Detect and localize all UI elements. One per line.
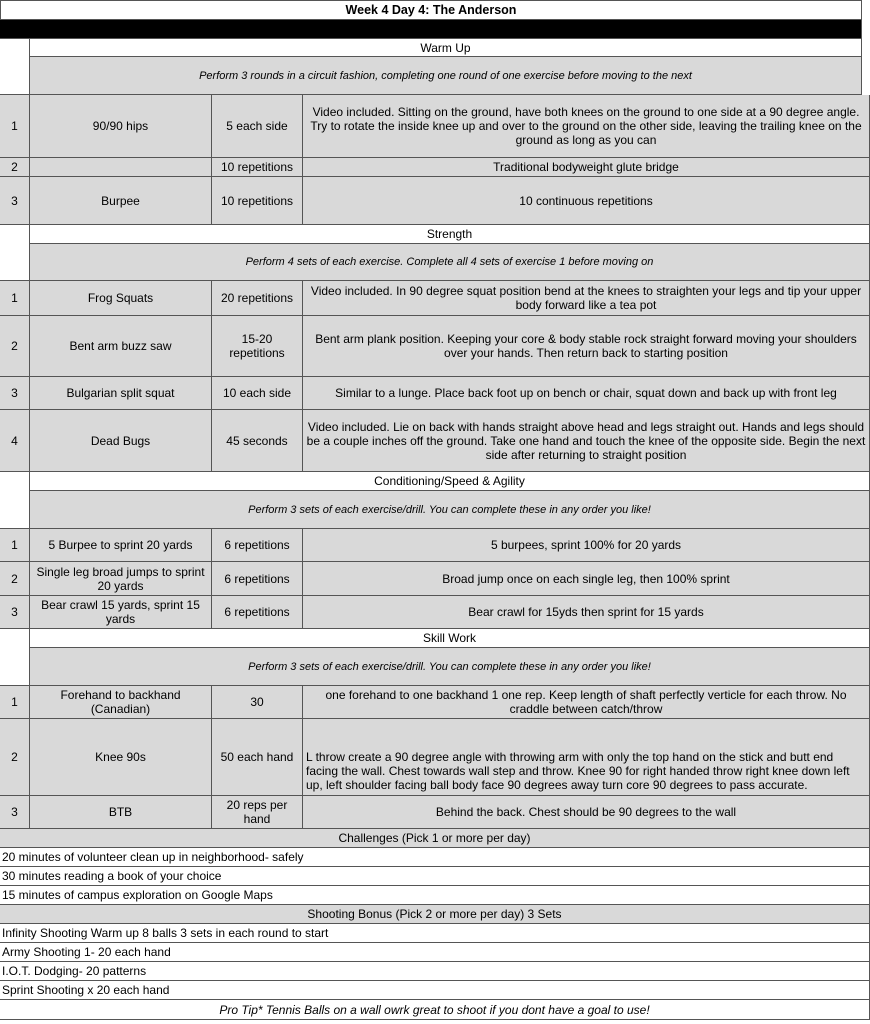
blank-cell[interactable] — [0, 648, 30, 686]
exercise-name[interactable]: BTB — [30, 796, 212, 829]
exercise-name[interactable]: Dead Bugs — [30, 410, 212, 472]
table-row — [0, 719, 870, 796]
challenge-item[interactable]: 20 minutes of volunteer clean up in neighborhood- safely — [0, 848, 870, 867]
table-row — [0, 316, 870, 377]
exercise-description[interactable]: 10 continuous repetitions — [303, 177, 870, 225]
blank-cell[interactable] — [0, 472, 30, 491]
section-instruction-strength[interactable]: Perform 4 sets of each exercise. Complete all 4 sets of exercise 1 before moving on — [30, 244, 870, 281]
exercise-number[interactable]: 2 — [0, 719, 30, 796]
strength-header-row — [0, 225, 870, 244]
exercise-number[interactable]: 3 — [0, 596, 30, 629]
table-row — [0, 158, 870, 177]
shooting-item[interactable]: Army Shooting 1- 20 each hand — [0, 943, 870, 962]
list-item — [0, 981, 870, 1000]
exercise-reps[interactable]: 10 each side — [212, 377, 303, 410]
list-item — [0, 943, 870, 962]
conditioning-instruction-row — [0, 491, 870, 529]
exercise-description[interactable]: Bear crawl for 15yds then sprint for 15 yards — [303, 596, 870, 629]
blank-cell[interactable] — [0, 57, 30, 95]
table-row — [0, 377, 870, 410]
challenge-item[interactable]: 30 minutes reading a book of your choice — [0, 867, 870, 886]
exercise-reps[interactable]: 6 repetitions — [212, 596, 303, 629]
exercise-description[interactable]: 5 burpees, sprint 100% for 20 yards — [303, 529, 870, 562]
conditioning-header-row — [0, 472, 870, 491]
section-instruction-skill[interactable]: Perform 3 sets of each exercise/drill. You can complete these in any order you like! — [30, 648, 870, 686]
table-row — [0, 562, 870, 596]
exercise-reps[interactable]: 20 reps per hand — [212, 796, 303, 829]
exercise-description[interactable]: Bent arm plank position. Keeping your core & body stable rock straight forward moving your shoulders over your hands. Then return back to starting position — [303, 316, 870, 377]
warmup-instruction-row — [0, 57, 870, 95]
warmup-header-row — [0, 39, 870, 57]
table-row — [0, 177, 870, 225]
challenges-header-row — [0, 829, 870, 848]
table-row — [0, 410, 870, 472]
shooting-item[interactable]: Infinity Shooting Warm up 8 balls 3 sets in each round to start — [0, 924, 870, 943]
list-item — [0, 886, 870, 905]
list-item — [0, 867, 870, 886]
blank-cell[interactable] — [0, 225, 30, 244]
table-row — [0, 529, 870, 562]
blank-cell[interactable] — [0, 39, 30, 57]
table-row — [0, 796, 870, 829]
exercise-number[interactable]: 3 — [0, 796, 30, 829]
exercise-name[interactable]: Forehand to backhand (Canadian) — [30, 686, 212, 719]
exercise-name[interactable]: 5 Burpee to sprint 20 yards — [30, 529, 212, 562]
table-row — [0, 596, 870, 629]
strength-instruction-row — [0, 244, 870, 281]
exercise-number[interactable]: 2 — [0, 562, 30, 596]
exercise-number[interactable]: 3 — [0, 377, 30, 410]
exercise-name[interactable]: Bulgarian split squat — [30, 377, 212, 410]
exercise-description[interactable]: Video included. Lie on back with hands straight above head and legs straight out. Hands and legs should be a couple inches off the ground. Take one hand and touch the knee of the opposite side. Begin the next side after returning to straight position — [303, 410, 870, 472]
exercise-name[interactable]: Bear crawl 15 yards, sprint 15 yards — [30, 596, 212, 629]
blank-cell[interactable] — [0, 244, 30, 281]
section-instruction-warmup[interactable]: Perform 3 rounds in a circuit fashion, completing one round of one exercise before moving to the next — [30, 57, 862, 95]
exercise-reps[interactable]: 6 repetitions — [212, 529, 303, 562]
exercise-reps[interactable]: 10 repetitions — [212, 177, 303, 225]
exercise-name[interactable]: Frog Squats — [30, 281, 212, 316]
section-header-warmup[interactable]: Warm Up — [30, 39, 862, 57]
exercise-reps[interactable]: 6 repetitions — [212, 562, 303, 596]
black-divider-row — [0, 20, 870, 39]
table-row — [0, 95, 870, 158]
skill-header-row — [0, 629, 870, 648]
blank-cell[interactable] — [0, 629, 30, 648]
list-item — [0, 848, 870, 867]
challenge-item[interactable]: 15 minutes of campus exploration on Google Maps — [0, 886, 870, 905]
exercise-name[interactable]: Bent arm buzz saw — [30, 316, 212, 377]
exercise-reps[interactable]: 10 repetitions — [212, 158, 303, 177]
title-row — [0, 0, 870, 20]
exercise-reps[interactable]: 20 repetitions — [212, 281, 303, 316]
exercise-description[interactable]: Video included. Sitting on the ground, have both knees on the ground to one side at a 90 degree angle. Try to rotate the inside knee up and over to the ground on the other side, leaving the trailing knee on the ground as long as you can — [303, 95, 870, 158]
list-item — [0, 924, 870, 943]
exercise-name[interactable]: Burpee — [30, 177, 212, 225]
exercise-description[interactable]: L throw create a 90 degree angle with throwing arm with only the top hand on the stick and butt end facing the wall. Chest towards wall step and throw. Knee 90 for right handed throw right knee down left up, left shoulder facing ball body face 90 degrees away turn core 90 degrees to pass accurate. — [303, 719, 870, 796]
shooting-item[interactable]: I.O.T. Dodging- 20 patterns — [0, 962, 870, 981]
exercise-description[interactable]: Video included. In 90 degree squat position bend at the knees to straighten your legs and tip your upper body forward like a tea pot — [303, 281, 870, 316]
exercise-number[interactable]: 1 — [0, 95, 30, 158]
exercise-name[interactable]: 90/90 hips — [30, 95, 212, 158]
list-item — [0, 962, 870, 981]
section-header-conditioning[interactable]: Conditioning/Speed & Agility — [30, 472, 870, 491]
exercise-description[interactable]: one forehand to one backhand 1 one rep. Keep length of shaft perfectly verticle for each throw. No craddle between catch/throw — [303, 686, 870, 719]
exercise-reps[interactable]: 45 seconds — [212, 410, 303, 472]
shooting-header-row — [0, 905, 870, 924]
section-header-skill[interactable]: Skill Work — [30, 629, 870, 648]
exercise-reps[interactable]: 5 each side — [212, 95, 303, 158]
section-header-shooting[interactable]: Shooting Bonus (Pick 2 or more per day) 3 Sets — [0, 905, 870, 924]
table-row — [0, 281, 870, 316]
shooting-item[interactable]: Sprint Shooting x 20 each hand — [0, 981, 870, 1000]
section-header-challenges[interactable]: Challenges (Pick 1 or more per day) — [0, 829, 870, 848]
exercise-number[interactable]: 3 — [0, 177, 30, 225]
exercise-description[interactable]: Similar to a lunge. Place back foot up on bench or chair, squat down and back up with front leg — [303, 377, 870, 410]
exercise-description[interactable]: Traditional bodyweight glute bridge — [303, 158, 870, 177]
exercise-reps[interactable]: 50 each hand — [212, 719, 303, 796]
blank-cell[interactable] — [0, 491, 30, 529]
exercise-number[interactable]: 2 — [0, 316, 30, 377]
black-divider — [0, 20, 862, 39]
section-header-strength[interactable]: Strength — [30, 225, 870, 244]
exercise-name[interactable]: Single leg broad jumps to sprint 20 yards — [30, 562, 212, 596]
table-row — [0, 686, 870, 719]
exercise-number[interactable]: 2 — [0, 158, 30, 177]
exercise-name[interactable]: Knee 90s — [30, 719, 212, 796]
pro-tip[interactable]: Pro Tip* Tennis Balls on a wall owrk great to shoot if you dont have a goal to use! — [0, 1000, 870, 1020]
exercise-number[interactable]: 1 — [0, 281, 30, 316]
skill-instruction-row — [0, 648, 870, 686]
exercise-number[interactable]: 1 — [0, 529, 30, 562]
page-title[interactable]: Week 4 Day 4: The Anderson — [0, 0, 862, 20]
section-instruction-conditioning[interactable]: Perform 3 sets of each exercise/drill. You can complete these in any order you like! — [30, 491, 870, 529]
pro-tip-row — [0, 1000, 870, 1020]
exercise-name[interactable] — [30, 158, 212, 177]
exercise-reps[interactable]: 30 — [212, 686, 303, 719]
exercise-number[interactable]: 1 — [0, 686, 30, 719]
exercise-description[interactable]: Behind the back. Chest should be 90 degrees to the wall — [303, 796, 870, 829]
exercise-description[interactable]: Broad jump once on each single leg, then 100% sprint — [303, 562, 870, 596]
exercise-number[interactable]: 4 — [0, 410, 30, 472]
exercise-reps[interactable]: 15-20 repetitions — [212, 316, 303, 377]
